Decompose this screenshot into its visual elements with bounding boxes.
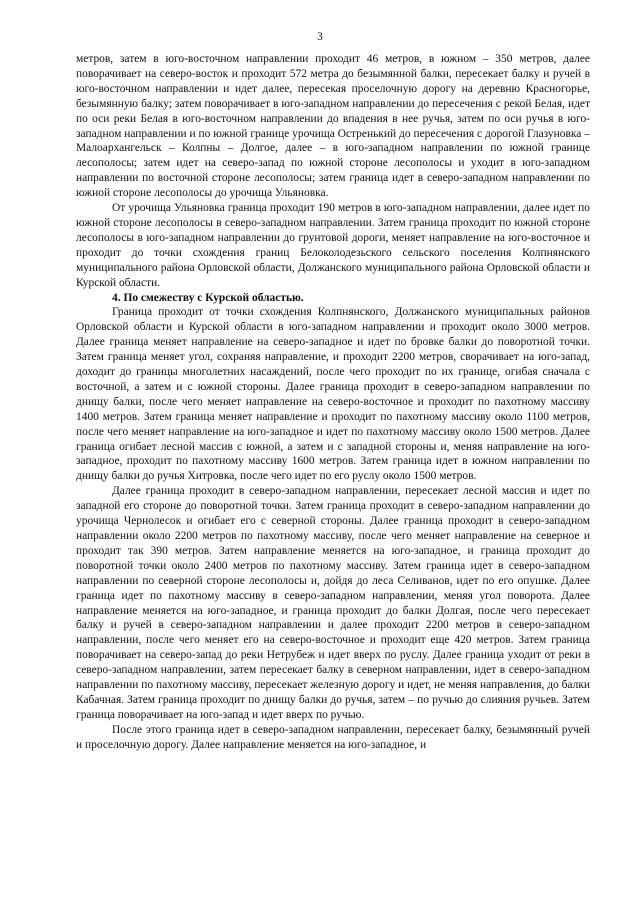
paragraph: Далее граница проходит в северо-западном направлении, пересекает лесной массив и идет по западной его стороне до поворотной точки. Затем граница проходит в северо-западном направлении до урочища Чернолесок и огибает его с северной стороны. Далее граница проходит в северо-западном направлении около 2200 метров по пахотному массиву, после чего меняет направление на северное и проходит так 390 метров. Затем направление меняется на юго-западное, и граница проходит до поворотной точки около 2400 метров по пахотному массиву. Затем граница идет в северо-западном направлении по северной стороне лесополосы и, дойдя до леса Селиванов, идет по его опушке. Далее граница идет по пахотному массиву в северо-западном направлении, меняя угол поворота. Далее направление меняется на юго-западное, и граница проходит до балки Долгая, после чего пересекает балку и ручей в северо-западном направлении и далее проходит 2200 метров в северо-западном направлении, после чего меняет его на северо-восточное и проходит еще 420 метров. Затем граница поворачивает на северо-запад до реки Нетрубеж и идет вверх по руслу. Далее граница уходит от реки в северо-западном направлении, затем пересекает балку в северном направлении, идет в северо-западном направлении по пахотному массиву, пересекает железную дорогу и идет, не меняя направления, до балки Кабачная. Затем граница проходит по днищу балки до ручья, затем – по ручью до слияния ручьев. Затем граница поворачивает на юго-запад и идет вверх по ручью.	[76, 485, 590, 721]
paragraph: метров, затем в юго-восточном направлении проходит 46 метров, в южном – 350 метров, далее поворачивает на северо-восток и проходит 572 метра до безымянной балки, пересекает балку и ручей в юго-восточном направлении и идет далее, пересекая проселочную дорогу на деревню Красногорье, безымянную балку; затем поворачивает в юго-западном направлении до пересечения с рекой Белая, идет по оси реки Белая в юго-восточном направлении до впадения в нее ручья, затем по оси ручья в юго-западном направлении и по южной границе урочища Остренький до пересечения с дорогой Глазуновка – Малоархангельск – Колпны – Долгое, далее – в юго-западном направлении по южной границе лесополосы; затем идет на северо-запад по южной стороне лесополосы и уходит в юго-западном направлении по восточной стороне лесополосы; затем граница идет в северо-западном направлении по южной стороне лесополосы до урочища Ульяновка.	[76, 53, 590, 200]
section-heading: 4. По смежеству с Курской областью.	[112, 291, 304, 304]
paragraph: От урочища Ульяновка граница проходит 190 метров в юго-западном направлении, далее идет по южной стороне лесополосы в северо-западном направлении. Затем граница проходит по южной стороне лесополосы в юго-западном направлении до грунтовой дороги, меняет направление на юго-восточное и проходит до точки схождения границ Белоколодезьского сельского поселения Колпнянского муниципального района Орловской области, Должанского муниципального района Орловской области и Курской области.	[76, 202, 590, 289]
paragraph: Граница проходит от точки схождения Колпнянского, Должанского муниципальных районов Орловской области и Курской области в юго-западном направлении и проходит около 3000 метров. Далее граница меняет направление на северо-западное и идет по бровке балки до поворотной точки. Затем граница меняет угол, сохраняя направление, и проходит 2200 метров, сворачивает на юго-запад, доходит до границы многолетних насаждений, после чего проходит по их границе, огибая сначала с восточной, а затем и с южной стороны. Далее граница проходит в северо-западном направлении по днищу балки, после чего меняет направление на северо-восточное и проходит по пахотному массиву 1400 метров. Затем граница меняет направление и проходит по пахотному массиву около 1100 метров, после чего меняет направление на юго-западное и идет по пахотному массиву около 1500 метров. Далее граница огибает лесной массив с южной, а затем и с западной стороны и, меняя направление на юго-западное, проходит по пахотному массиву 1600 метров. Затем граница идет в южном направлении по днищу балки до ручья Хитровка, после чего идет по его руслу около 1500 метров.	[76, 306, 590, 483]
page-number: 3	[317, 31, 323, 43]
document-body	[76, 52, 590, 753]
paragraph: После этого граница идет в северо-западном направлении, пересекает балку, безымянный ручей и проселочную дорогу. Далее направление меняется на юго-западное, и	[76, 723, 590, 751]
